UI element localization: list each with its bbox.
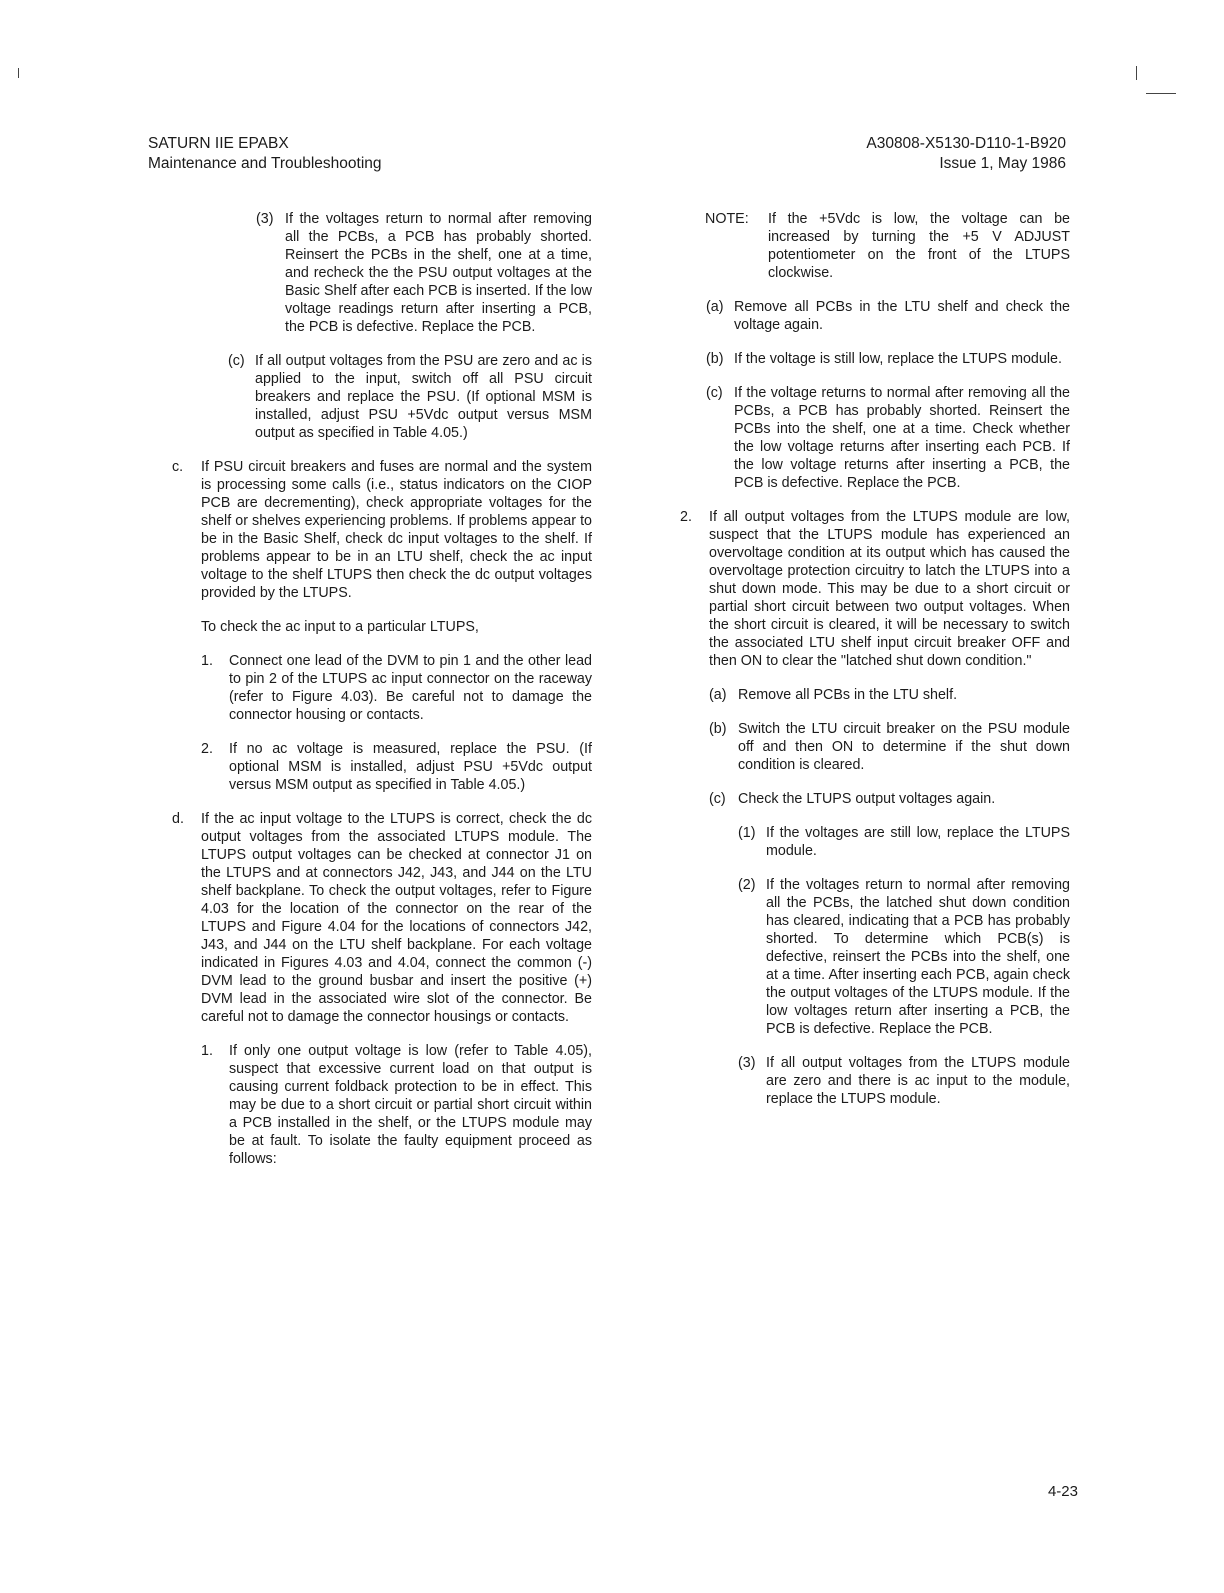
item-text: If the voltages return to normal after removing all the PCBs, a PCB has probably shorted. Reinsert the PCBs in the shelf, one at a time, and recheck the the PSU output voltages at the Basic Shelf after each PCB is inserted. If the low voltage readings return after inserting a PCB, the PCB is defective. Replace the PCB.: [285, 211, 592, 335]
item-label: (a): [709, 687, 727, 703]
item-label: (3): [738, 1055, 756, 1071]
right-column: [680, 210, 1070, 1124]
list-item: [706, 384, 1070, 492]
list-item: [706, 298, 1070, 334]
list-item: [738, 876, 1070, 1038]
paragraph: To check the ac input to a particular LTUPS,: [201, 619, 479, 635]
item-text: Remove all PCBs in the LTU shelf.: [738, 687, 958, 703]
document-number: A30808-X5130-D110-1-B920: [866, 135, 1066, 152]
item-label: (c): [706, 385, 723, 401]
item-text: If the voltage returns to normal after removing all the PCBs, a PCB has probably shorted. Reinsert the PCBs into the shelf, one at a time. Check whether the low voltage returns after inserting each PCB. If the low voltage returns after inserting a PCB, the PCB is defective. Replace the PCB.: [734, 385, 1070, 491]
item-label: (1): [738, 825, 756, 841]
item-text: If PSU circuit breakers and fuses are normal and the system is processing some calls (i.e., status indicators on the CIOP PCB are decrementing), check appropriate voltages for the shelf or shelves experiencing problems. If problems appear to be in the Basic Shelf, check dc input voltages to the shelf. If problems appear to be in an LTU shelf, check the ac input voltage to the shelf LTUPS then check the dc output voltages provided by the LTUPS.: [201, 459, 592, 601]
page-number: 4-23: [1047, 1483, 1078, 1500]
item-label: 1.: [201, 653, 213, 669]
item-text: If all output voltages from the PSU are zero and ac is applied to the input, switch off all PSU circuit breakers and replace the PSU. (If optional MSM is installed, adjust PSU +5Vdc output versus MSM output as specified in Table 4.05.): [255, 353, 592, 441]
item-label: (a): [706, 299, 724, 315]
scan-mark: [18, 68, 19, 78]
note-text: If the +5Vdc is low, the voltage can be increased by turning the +5 V ADJUST potentiometer on the front of the LTUPS clockwise.: [768, 211, 1070, 281]
item-text: Remove all PCBs in the LTU shelf and check the voltage again.: [734, 299, 1070, 333]
item-text: Check the LTUPS output voltages again.: [738, 791, 996, 807]
item-text: If the voltage is still low, replace the LTUPS module.: [734, 351, 1062, 367]
item-text: If only one output voltage is low (refer to Table 4.05), suspect that excessive current load on that output is causing current foldback protection to be in effect. This may be due to a short circuit or partial short circuit within a PCB installed in the shelf, or the LTUPS module may be at fault. To isolate the faulty equipment proceed as follows:: [229, 1043, 592, 1167]
list-item: [228, 352, 592, 442]
list-item: [706, 350, 1070, 368]
list-item: [256, 210, 592, 336]
item-text: If all output voltages from the LTUPS module are zero and there is ac input to the module, replace the LTUPS module.: [766, 1055, 1070, 1107]
item-label: (b): [706, 351, 724, 367]
item-label: 2.: [680, 509, 692, 525]
item-text: If all output voltages from the LTUPS module are low, suspect that the LTUPS module has experienced an overvoltage condition at its output which has caused the overvoltage protection circuitry to latch the LTUPS into a shut down mode. This may be due to a short circuit or partial short circuit between two output voltages. When the short circuit is cleared, it will be necessary to switch the associated LTU shelf input circuit breaker OFF and then ON to clear the "latched shut down condition.": [709, 509, 1070, 669]
item-label: d.: [172, 811, 184, 827]
note-label: NOTE:: [705, 211, 749, 227]
header-right: [866, 134, 1066, 174]
list-item: [680, 508, 1070, 670]
list-item: [738, 824, 1070, 860]
item-text: Switch the LTU circuit breaker on the PSU module off and then ON to determine if the shut down condition is cleared.: [738, 721, 1070, 773]
left-column: [172, 210, 592, 1184]
item-label: (3): [256, 211, 274, 227]
list-item: [709, 686, 1070, 704]
item-text: Connect one lead of the DVM to pin 1 and the other lead to pin 2 of the LTUPS ac input connector on the raceway (refer to Figure 4.03). Be careful not to damage the connector housing or contacts.: [229, 653, 592, 723]
item-label: 1.: [201, 1043, 213, 1059]
item-text: If the ac input voltage to the LTUPS is correct, check the dc output voltages from the associated LTUPS module. The LTUPS output voltages can be checked at connector J1 on the LTUPS and at connectors J42, J43, and J44 on the LTU shelf backplane. To check the output voltages, refer to Figure 4.03 for the location of the connector on the rear of the LTUPS and Figure 4.04 for the locations of connectors J42, J43, and J44 on the LTU shelf backplane. For each voltage indicated in Figures 4.03 and 4.04, connect the common (-) DVM lead to the ground busbar and insert the positive (+) DVM lead in the associated wire slot of the connector. Be careful not to damage the connector housings or contacts.: [201, 811, 592, 1025]
item-label: (2): [738, 877, 756, 893]
list-item: [201, 1042, 592, 1168]
list-item: [709, 720, 1070, 774]
list-item: [172, 810, 592, 1026]
item-text: If the voltages are still low, replace the LTUPS module.: [766, 825, 1070, 859]
note: [705, 210, 1070, 282]
scan-mark: [1146, 93, 1176, 94]
issue-date: Issue 1, May 1986: [939, 155, 1066, 172]
item-label: c.: [172, 459, 184, 475]
scan-mark: [1136, 66, 1137, 80]
item-text: If no ac voltage is measured, replace the PSU. (If optional MSM is installed, adjust PSU +5Vdc output versus MSM output as specified in Table 4.05.): [229, 741, 592, 793]
list-item: [172, 458, 592, 602]
item-label: (c): [709, 791, 726, 807]
item-text: If the voltages return to normal after removing all the PCBs, the latched shut down condition has cleared, indicating that a PCB has probably shorted. To determine which PCB(s) is defective, reinsert the PCBs into the shelf, one at a time. After inserting each PCB, again check the output voltages of the LTUPS module. If the low voltages return after inserting a PCB, the PCB is defective. Replace the PCB.: [766, 877, 1070, 1037]
item-label: (b): [709, 721, 727, 737]
item-label: (c): [228, 353, 245, 369]
document-title: SATURN IIE EPABX: [148, 135, 289, 152]
list-item: [201, 652, 592, 724]
header-left: [148, 134, 382, 174]
list-item: [201, 740, 592, 794]
list-item: [709, 790, 1070, 808]
item-label: 2.: [201, 741, 213, 757]
document-subtitle: Maintenance and Troubleshooting: [148, 155, 382, 172]
list-item: [738, 1054, 1070, 1108]
